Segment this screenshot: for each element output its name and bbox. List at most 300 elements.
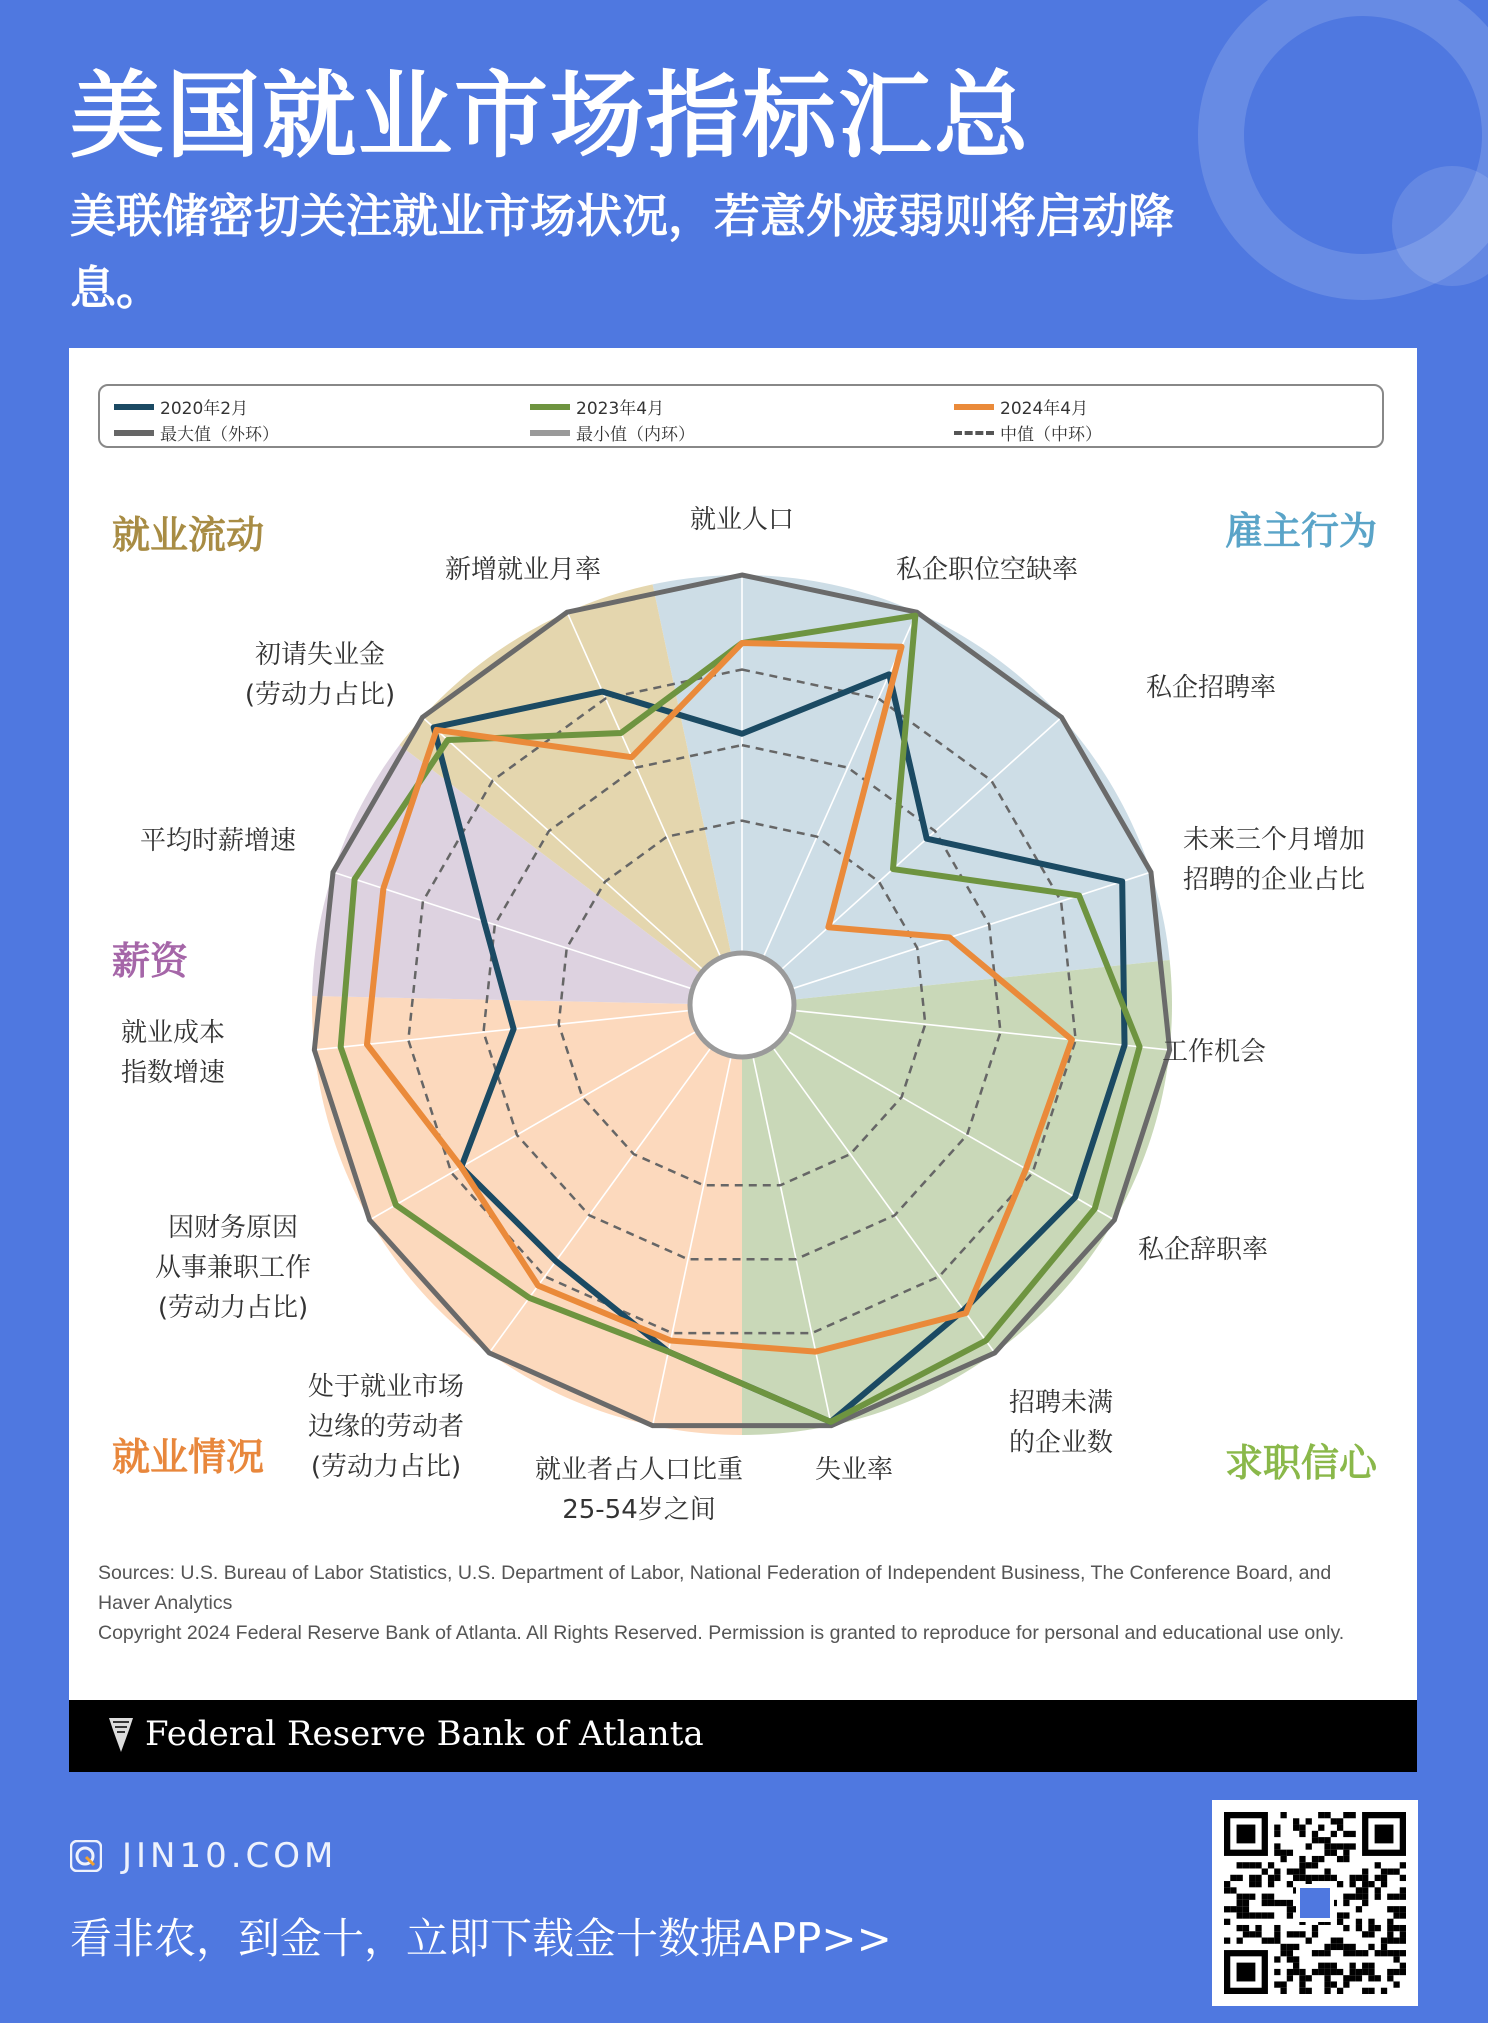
qr-module bbox=[1331, 1969, 1337, 1975]
qr-module bbox=[1293, 1969, 1299, 1975]
qr-module bbox=[1324, 1868, 1330, 1874]
decorative-ring bbox=[1198, 0, 1488, 300]
qr-module bbox=[1368, 1925, 1374, 1931]
qr-module bbox=[1324, 1850, 1330, 1856]
qr-module bbox=[1312, 1875, 1318, 1881]
qr-module bbox=[1324, 1843, 1330, 1849]
qr-module bbox=[1343, 1975, 1349, 1981]
qr-module bbox=[1400, 1931, 1406, 1937]
qr-module bbox=[1237, 1900, 1243, 1906]
qr-module bbox=[1337, 1825, 1343, 1831]
group-label: 薪资 bbox=[112, 939, 189, 983]
qr-module bbox=[1230, 1906, 1236, 1912]
qr-module bbox=[1393, 1981, 1399, 1987]
qr-module bbox=[1387, 1975, 1393, 1981]
sources-note bbox=[98, 1558, 1378, 1648]
qr-module bbox=[1350, 1843, 1356, 1849]
axis-label bbox=[535, 1455, 743, 1525]
qr-module bbox=[1249, 1931, 1255, 1937]
qr-module bbox=[1400, 1906, 1406, 1912]
qr-module bbox=[1350, 1831, 1356, 1837]
qr-module bbox=[1387, 1868, 1393, 1874]
axis-label-line: 私企招聘率 bbox=[1146, 673, 1277, 703]
qr-module bbox=[1287, 1850, 1293, 1856]
qr-module bbox=[1324, 1950, 1330, 1956]
qr-module bbox=[1318, 1856, 1324, 1862]
qr-module bbox=[1362, 1900, 1368, 1906]
qr-module bbox=[1312, 1969, 1318, 1975]
qr-module bbox=[1237, 1906, 1243, 1912]
qr-module bbox=[1287, 1931, 1293, 1937]
qr-module bbox=[1343, 1944, 1349, 1950]
qr-module bbox=[1274, 1981, 1280, 1987]
axis-label-line: 新增就业月率 bbox=[444, 555, 602, 585]
axis-label-line: 就业成本 bbox=[120, 1018, 226, 1048]
axis-label bbox=[815, 1455, 893, 1485]
qr-module bbox=[1243, 1906, 1249, 1912]
qr-module bbox=[1299, 1856, 1305, 1862]
qr-module bbox=[1306, 1818, 1312, 1824]
qr-module bbox=[1293, 1956, 1299, 1962]
qr-module bbox=[1343, 1831, 1349, 1837]
qr-module bbox=[1387, 1938, 1393, 1944]
qr-module bbox=[1287, 1969, 1293, 1975]
qr-module bbox=[1362, 1875, 1368, 1881]
axis-label-line: 私企辞职率 bbox=[1138, 1235, 1269, 1265]
qr-module bbox=[1299, 1831, 1305, 1837]
qr-module bbox=[1293, 1944, 1299, 1950]
qr-module bbox=[1393, 1912, 1399, 1918]
qr-module bbox=[1356, 1975, 1362, 1981]
qr-module bbox=[1237, 1894, 1243, 1900]
qr-module bbox=[1375, 1950, 1381, 1956]
qr-module bbox=[1287, 1956, 1293, 1962]
qr-code-icon bbox=[1224, 1812, 1406, 1994]
qr-module bbox=[1287, 1944, 1293, 1950]
qr-module bbox=[1356, 1925, 1362, 1931]
qr-module bbox=[1362, 1881, 1368, 1887]
qr-module bbox=[1268, 1881, 1274, 1887]
qr-module bbox=[1287, 1881, 1293, 1887]
bank-name: Federal Reserve Bank of Atlanta bbox=[145, 1714, 704, 1754]
qr-module bbox=[1274, 1875, 1280, 1881]
qr-module bbox=[1362, 1969, 1368, 1975]
qr-module bbox=[1249, 1881, 1255, 1887]
qr-module bbox=[1350, 1975, 1356, 1981]
qr-module bbox=[1312, 1837, 1318, 1843]
qr-module bbox=[1393, 1925, 1399, 1931]
download-slogan[interactable]: 看非农，到金十，立即下载金十数据APP>> bbox=[70, 1914, 892, 1963]
page-subtitle: 美联储密切关注就业市场状况，若意外疲弱则将启动降息。 bbox=[70, 189, 1174, 315]
qr-module bbox=[1318, 1875, 1324, 1881]
qr-module bbox=[1381, 1875, 1387, 1881]
qr-module bbox=[1400, 1862, 1406, 1868]
copyright-line: Copyright 2024 Federal Reserve Bank of Atlanta. All Rights Reserved. Permission is granted to reproduce for personal and educational use only. bbox=[98, 1622, 1345, 1644]
qr-module bbox=[1268, 1938, 1274, 1944]
qr-module bbox=[1237, 1862, 1243, 1868]
axis-label-line: 未来三个月增加 bbox=[1183, 825, 1366, 855]
qr-module bbox=[1387, 1925, 1393, 1931]
qr-module bbox=[1268, 1894, 1274, 1900]
axis-label-line: 招聘未满 bbox=[1008, 1388, 1114, 1418]
axis-label bbox=[896, 555, 1078, 585]
qr-module bbox=[1287, 1900, 1293, 1906]
qr-module bbox=[1293, 1931, 1299, 1937]
qr-module bbox=[1312, 1862, 1318, 1868]
qr-module bbox=[1299, 1988, 1305, 1994]
qr-module bbox=[1280, 1850, 1286, 1856]
legend-label: 最小值（内环） bbox=[576, 425, 695, 445]
qr-module bbox=[1375, 1887, 1381, 1893]
qr-module bbox=[1224, 1906, 1230, 1912]
qr-module bbox=[1356, 1875, 1362, 1881]
qr-module bbox=[1375, 1975, 1381, 1981]
qr-module bbox=[1224, 1919, 1230, 1925]
qr-module bbox=[1362, 1950, 1368, 1956]
sources-line: Sources: U.S. Bureau of Labor Statistics, U.S. Department of Labor, National Federation of Independent Business, The Conference Board, and Haver Analytics bbox=[98, 1562, 1332, 1614]
qr-module bbox=[1287, 1868, 1293, 1874]
qr-module bbox=[1362, 1931, 1368, 1937]
qr-module bbox=[1343, 1912, 1349, 1918]
qr-module bbox=[1387, 1931, 1393, 1937]
qr-module bbox=[1375, 1875, 1381, 1881]
qr-module bbox=[1312, 1856, 1318, 1862]
qr-module bbox=[1337, 1843, 1343, 1849]
qr-module bbox=[1280, 1812, 1286, 1818]
qr-module bbox=[1255, 1925, 1261, 1931]
legend-label: 2023年4月 bbox=[576, 399, 665, 419]
qr-module bbox=[1255, 1912, 1261, 1918]
qr-module bbox=[1255, 1881, 1261, 1887]
qr-module bbox=[1400, 1894, 1406, 1900]
qr-module bbox=[1274, 1938, 1280, 1944]
qr-module bbox=[1237, 1925, 1243, 1931]
axis-label-line: 处于就业市场 bbox=[307, 1372, 465, 1402]
qr-module bbox=[1343, 1812, 1349, 1818]
axis-label-line: 25-54岁之间 bbox=[562, 1495, 716, 1525]
qr-module bbox=[1381, 1944, 1387, 1950]
axis-label bbox=[140, 826, 296, 856]
qr-module bbox=[1299, 1875, 1305, 1881]
qr-module bbox=[1312, 1950, 1318, 1956]
qr-module bbox=[1337, 1938, 1343, 1944]
qr-module bbox=[1350, 1950, 1356, 1956]
qr-module bbox=[1400, 1925, 1406, 1931]
qr-module bbox=[1393, 1938, 1399, 1944]
qr-module bbox=[1381, 1950, 1387, 1956]
qr-module bbox=[1331, 1944, 1337, 1950]
qr-module bbox=[1280, 1981, 1286, 1987]
qr-module bbox=[1249, 1894, 1255, 1900]
qr-module bbox=[1350, 1963, 1356, 1969]
axis-label bbox=[1138, 1235, 1268, 1265]
qr-module bbox=[1243, 1925, 1249, 1931]
axis-label-line: 初请失业金 bbox=[254, 640, 386, 670]
qr-module bbox=[1381, 1868, 1387, 1874]
qr-module bbox=[1368, 1919, 1374, 1925]
axis-label bbox=[1146, 673, 1276, 703]
qr-module bbox=[1274, 1843, 1280, 1849]
legend-label: 最大值（外环） bbox=[160, 425, 279, 445]
axis-label bbox=[1162, 1037, 1266, 1067]
qr-code[interactable] bbox=[1212, 1800, 1418, 2006]
qr-module bbox=[1400, 1887, 1406, 1893]
qr-module bbox=[1368, 1944, 1374, 1950]
qr-module bbox=[1293, 1818, 1299, 1824]
qr-module bbox=[1362, 1988, 1368, 1994]
qr-module bbox=[1400, 1969, 1406, 1975]
qr-module bbox=[1337, 1919, 1343, 1925]
qr-module bbox=[1318, 1825, 1324, 1831]
qr-module bbox=[1393, 1969, 1399, 1975]
qr-module bbox=[1299, 1975, 1305, 1981]
qr-module bbox=[1368, 1975, 1374, 1981]
qr-module bbox=[1237, 1912, 1243, 1918]
qr-module bbox=[1356, 1894, 1362, 1900]
axis-label-line: 的企业数 bbox=[1008, 1428, 1114, 1458]
qr-module bbox=[1299, 1969, 1305, 1975]
qr-module bbox=[1299, 1862, 1305, 1868]
qr-module bbox=[1224, 1881, 1230, 1887]
site-url: JIN10.COM bbox=[122, 1836, 338, 1876]
axis-label bbox=[1009, 1388, 1113, 1458]
legend-label: 中值（中环） bbox=[1000, 425, 1102, 445]
qr-module bbox=[1255, 1931, 1261, 1937]
qr-module bbox=[1400, 1875, 1406, 1881]
qr-module bbox=[1243, 1900, 1249, 1906]
qr-module bbox=[1393, 1894, 1399, 1900]
qr-module bbox=[1262, 1900, 1268, 1906]
legend-label: 2024年4月 bbox=[1000, 399, 1089, 419]
qr-module bbox=[1318, 1963, 1324, 1969]
qr-module bbox=[1306, 1843, 1312, 1849]
qr-module bbox=[1350, 1875, 1356, 1881]
qr-module bbox=[1343, 1950, 1349, 1956]
qr-module bbox=[1368, 1988, 1374, 1994]
qr-module bbox=[1368, 1963, 1374, 1969]
qr-module bbox=[1293, 1868, 1299, 1874]
qr-module bbox=[1312, 1931, 1318, 1937]
sector-求职信心 bbox=[742, 960, 1172, 1435]
qr-module bbox=[1318, 1812, 1324, 1818]
qr-module bbox=[1274, 1850, 1280, 1856]
qr-module bbox=[1293, 1825, 1299, 1831]
qr-module bbox=[1400, 1912, 1406, 1918]
qr-module bbox=[1230, 1875, 1236, 1881]
eagle-logo-icon bbox=[107, 1716, 135, 1754]
axis-label-line: 就业人口 bbox=[689, 505, 795, 535]
chart-card bbox=[69, 348, 1417, 1772]
qr-module bbox=[1337, 1944, 1343, 1950]
qr-module bbox=[1243, 1912, 1249, 1918]
qr-module bbox=[1337, 1912, 1343, 1918]
qr-module bbox=[1343, 1856, 1349, 1862]
page-title: 美国就业市场指标汇总 bbox=[70, 62, 1031, 171]
qr-module bbox=[1331, 1981, 1337, 1987]
qr-module bbox=[1249, 1875, 1255, 1881]
qr-module bbox=[1387, 1969, 1393, 1975]
qr-module bbox=[1337, 1988, 1343, 1994]
axis-label bbox=[445, 555, 601, 585]
axis-label-line: 私企职位空缺率 bbox=[895, 555, 1079, 585]
qr-module bbox=[1324, 1812, 1330, 1818]
qr-module bbox=[1356, 1950, 1362, 1956]
axis-label-line: 招聘的企业占比 bbox=[1183, 865, 1366, 895]
qr-module bbox=[1268, 1900, 1274, 1906]
qr-module bbox=[1375, 1862, 1381, 1868]
axis-label bbox=[155, 1213, 311, 1323]
qr-module bbox=[1287, 1950, 1293, 1956]
qr-module bbox=[1262, 1894, 1268, 1900]
qr-module bbox=[1368, 1931, 1374, 1937]
qr-module bbox=[1343, 1850, 1349, 1856]
group-label: 雇主行为 bbox=[1224, 509, 1377, 553]
qr-module bbox=[1274, 1969, 1280, 1975]
qr-module bbox=[1375, 1825, 1394, 1844]
qr-module bbox=[1287, 1906, 1293, 1912]
qr-module bbox=[1350, 1944, 1356, 1950]
qr-module bbox=[1324, 1975, 1330, 1981]
qr-module bbox=[1243, 1894, 1249, 1900]
axis-label bbox=[1183, 825, 1365, 895]
qr-module bbox=[1362, 1868, 1368, 1874]
site-brand[interactable] bbox=[70, 1836, 337, 1876]
axis-label-line: (劳动力占比) bbox=[244, 680, 396, 710]
qr-module bbox=[1300, 1888, 1330, 1918]
axis-label bbox=[121, 1018, 225, 1088]
min-ring bbox=[690, 953, 794, 1057]
axis-label-line: 就业者占人口比重 bbox=[534, 1455, 744, 1485]
qr-module bbox=[1318, 1950, 1324, 1956]
qr-module bbox=[1274, 1825, 1280, 1831]
qr-module bbox=[1255, 1862, 1261, 1868]
group-label: 就业情况 bbox=[112, 1435, 265, 1479]
qr-module bbox=[1362, 1894, 1368, 1900]
qr-module bbox=[1393, 1950, 1399, 1956]
qr-module bbox=[1230, 1887, 1236, 1893]
qr-module bbox=[1293, 1875, 1299, 1881]
qr-module bbox=[1343, 1981, 1349, 1987]
qr-module bbox=[1343, 1925, 1349, 1931]
qr-module bbox=[1324, 1988, 1330, 1994]
qr-module bbox=[1262, 1938, 1268, 1944]
qr-module bbox=[1343, 1900, 1349, 1906]
qr-module bbox=[1237, 1875, 1243, 1881]
qr-module bbox=[1400, 1950, 1406, 1956]
qr-module bbox=[1331, 1850, 1337, 1856]
qr-module bbox=[1381, 1988, 1387, 1994]
axis-label-line: 工作机会 bbox=[1161, 1037, 1267, 1067]
qr-module bbox=[1312, 1925, 1318, 1931]
qr-module bbox=[1331, 1831, 1337, 1837]
qr-module bbox=[1350, 1894, 1356, 1900]
axis-label-line: 平均时薪增速 bbox=[139, 826, 297, 856]
qr-module bbox=[1331, 1843, 1337, 1849]
radar-chart bbox=[69, 348, 1417, 1548]
qr-module bbox=[1362, 1963, 1368, 1969]
qr-module bbox=[1274, 1925, 1280, 1931]
axis-label-line: (劳动力占比) bbox=[310, 1452, 462, 1482]
qr-module bbox=[1274, 1931, 1280, 1937]
qr-module bbox=[1331, 1818, 1337, 1824]
qr-module bbox=[1375, 1925, 1381, 1931]
qr-module bbox=[1299, 1931, 1305, 1937]
qr-module bbox=[1280, 1900, 1286, 1906]
qr-module bbox=[1324, 1837, 1330, 1843]
bank-footer bbox=[69, 1700, 1417, 1772]
qr-module bbox=[1368, 1881, 1374, 1887]
qr-module bbox=[1249, 1912, 1255, 1918]
qr-module bbox=[1381, 1938, 1387, 1944]
qr-module bbox=[1237, 1963, 1256, 1982]
qr-module bbox=[1324, 1981, 1330, 1987]
qr-module bbox=[1350, 1881, 1356, 1887]
axis-label-line: 从事兼职工作 bbox=[154, 1253, 312, 1283]
qr-module bbox=[1356, 1919, 1362, 1925]
qr-module bbox=[1324, 1944, 1330, 1950]
qr-module bbox=[1306, 1862, 1312, 1868]
axis-label bbox=[245, 640, 395, 710]
qr-module bbox=[1356, 1887, 1362, 1893]
qr-module bbox=[1299, 1868, 1305, 1874]
group-label: 求职信心 bbox=[1224, 1441, 1377, 1485]
qr-module bbox=[1375, 1894, 1381, 1900]
qr-module bbox=[1393, 1868, 1399, 1874]
axis-label bbox=[690, 505, 794, 535]
qr-module bbox=[1318, 1837, 1324, 1843]
qr-module bbox=[1306, 1975, 1312, 1981]
jin10-logo-icon bbox=[70, 1840, 102, 1872]
qr-module bbox=[1387, 1906, 1393, 1912]
qr-module bbox=[1324, 1875, 1330, 1881]
qr-module bbox=[1324, 1963, 1330, 1969]
qr-module bbox=[1368, 1969, 1374, 1975]
legend-label: 2020年2月 bbox=[160, 399, 249, 419]
qr-module bbox=[1268, 1875, 1274, 1881]
qr-module bbox=[1362, 1887, 1368, 1893]
qr-module bbox=[1287, 1975, 1293, 1981]
qr-module bbox=[1274, 1831, 1280, 1837]
qr-module bbox=[1293, 1963, 1299, 1969]
axis-label-line: (劳动力占比) bbox=[157, 1293, 309, 1323]
qr-module bbox=[1331, 1875, 1337, 1881]
axis-label-line: 边缘的劳动者 bbox=[307, 1412, 465, 1442]
qr-module bbox=[1387, 1950, 1393, 1956]
qr-module bbox=[1224, 1938, 1230, 1944]
qr-module bbox=[1274, 1868, 1280, 1874]
qr-module bbox=[1243, 1862, 1249, 1868]
qr-module bbox=[1249, 1862, 1255, 1868]
qr-module bbox=[1268, 1862, 1274, 1868]
qr-module bbox=[1280, 1944, 1286, 1950]
qr-module bbox=[1274, 1956, 1280, 1962]
qr-module bbox=[1331, 1938, 1337, 1944]
qr-module bbox=[1387, 1894, 1393, 1900]
qr-module bbox=[1287, 1912, 1293, 1918]
qr-module bbox=[1356, 1906, 1362, 1912]
qr-module bbox=[1337, 1969, 1343, 1975]
qr-module bbox=[1356, 1969, 1362, 1975]
qr-module bbox=[1243, 1931, 1249, 1937]
qr-module bbox=[1237, 1938, 1243, 1944]
qr-module bbox=[1280, 1988, 1286, 1994]
axis-label-line: 因财务原因 bbox=[167, 1213, 299, 1243]
qr-module bbox=[1237, 1825, 1256, 1844]
axis-label-line: 指数增速 bbox=[120, 1058, 226, 1088]
qr-module bbox=[1312, 1831, 1318, 1837]
qr-module bbox=[1306, 1875, 1312, 1881]
qr-module bbox=[1393, 1956, 1399, 1962]
